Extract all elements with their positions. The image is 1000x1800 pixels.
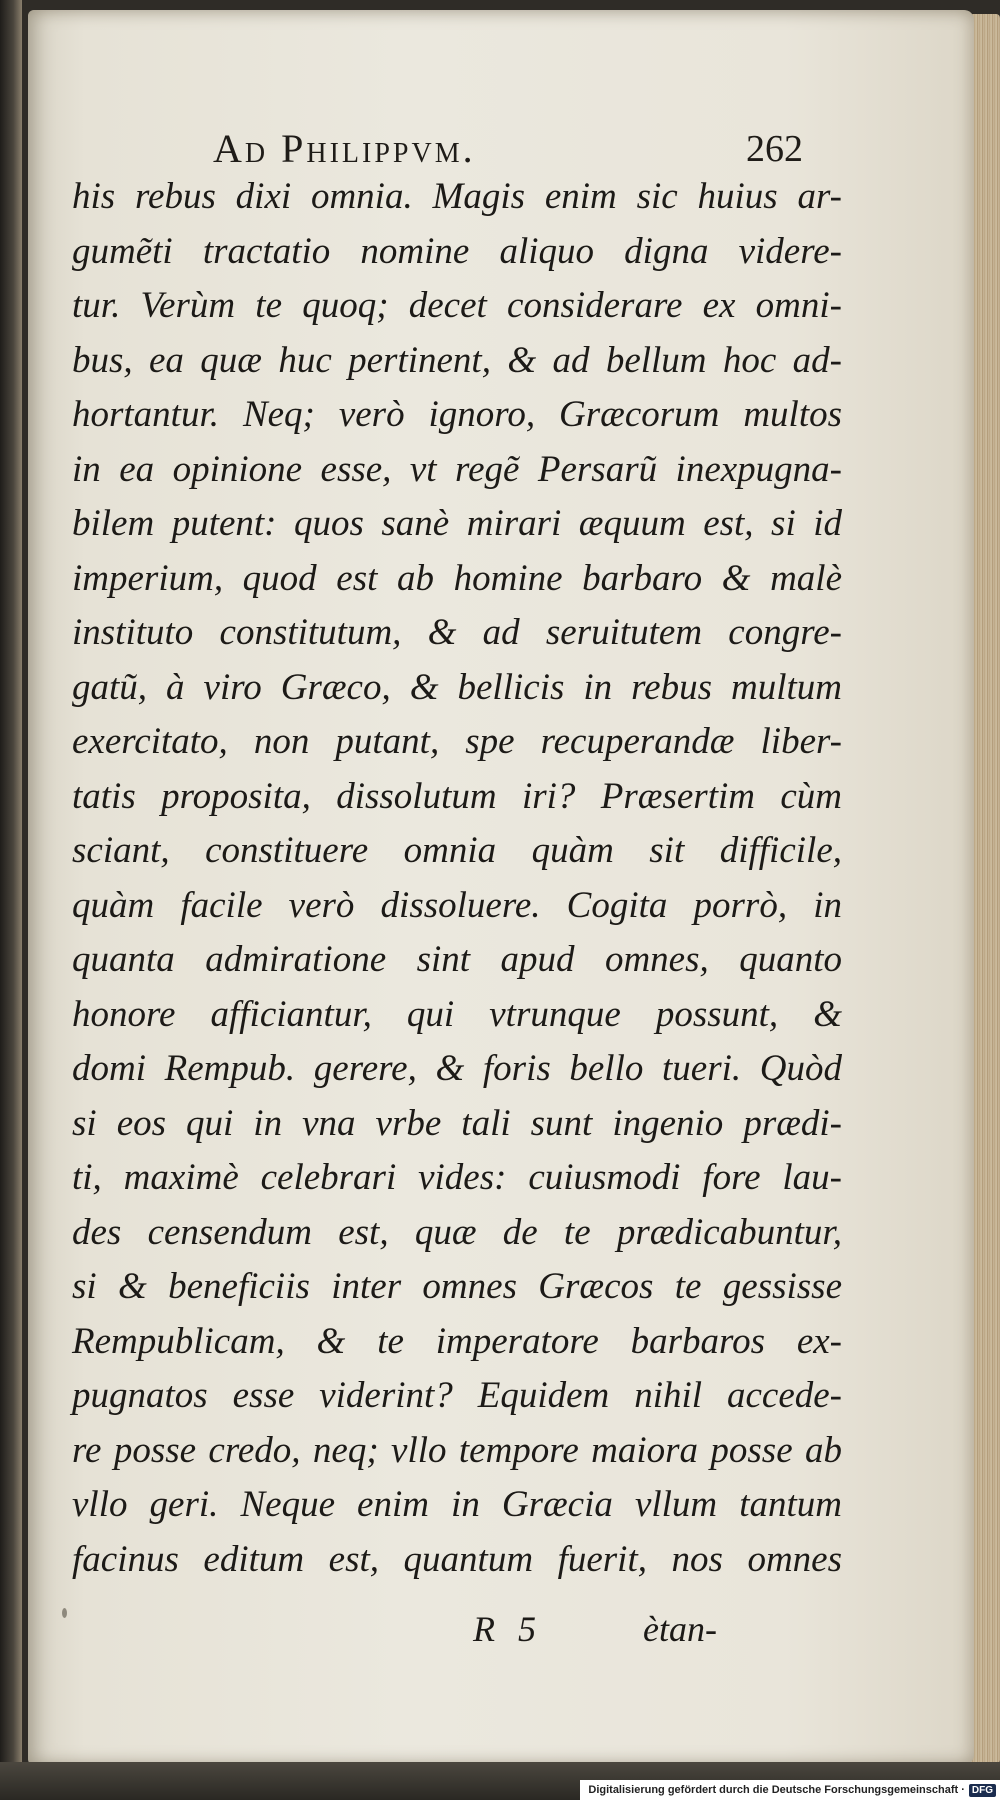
digitization-credit	[580, 1780, 1000, 1800]
running-title: Ad Philippvm.	[213, 126, 476, 171]
text-line: ti, maximè celebrari vides: cuiusmodi fore lau-	[72, 1157, 842, 1198]
text-line: imperium, quod est ab homine barbaro & malè	[72, 557, 842, 599]
text-line: hortantur. Neq; verò ignoro, Græcorum multos	[72, 394, 842, 435]
text-line: gumẽti tractatio nomine aliquo digna videre-	[72, 230, 842, 272]
body-text	[72, 170, 842, 1587]
text-line: his rebus dixi omnia. Magis enim sic huius ar-	[72, 176, 842, 217]
text-line: tatis proposita, dissolutum iri? Præsertim cùm	[72, 775, 842, 817]
text-line: si eos qui in vna vrbe tali sunt ingenio prædi-	[72, 1102, 842, 1144]
text-line: des censendum est, quæ de te prædicabuntur,	[72, 1211, 842, 1253]
text-line: in ea opinione esse, vt regẽ Persarũ inexpugna-	[72, 448, 842, 490]
text-line: si & beneficiis inter omnes Græcos te gessisse	[72, 1266, 842, 1307]
text-line: sciant, constituere omnia quàm sit difficile,	[72, 830, 842, 871]
signature-mark: R 5	[473, 1609, 536, 1649]
text-line: re posse credo, neq; vllo tempore maiora posse ab	[72, 1429, 842, 1471]
credit-text: Digitalisierung gefördert durch die Deutsche Forschungsgemeinschaft ·	[588, 1784, 965, 1796]
ink-speck	[62, 1608, 67, 1618]
dfg-logo-icon: DFG	[969, 1784, 996, 1797]
text-line: gatũ, à viro Græco, & bellicis in rebus multum	[72, 666, 842, 708]
text-line: exercitato, non putant, spe recuperandæ liber-	[72, 721, 842, 762]
text-line: quanta admiratione sint apud omnes, quanto	[72, 939, 842, 980]
text-line: facinus editum est, quantum fuerit, nos omnes	[72, 1538, 842, 1580]
text-line: pugnatos esse viderint? Equidem nihil accede-	[72, 1375, 842, 1416]
catchword: ètan-	[643, 1609, 717, 1649]
text-line: vllo geri. Neque enim in Græcia vllum tantum	[72, 1484, 842, 1525]
text-line: bus, ea quæ huc pertinent, & ad bellum hoc ad-	[72, 339, 842, 381]
page-header	[28, 115, 974, 175]
text-line: domi Rempub. gerere, & foris bello tueri. Quòd	[72, 1048, 842, 1089]
page-footer	[28, 1608, 974, 1658]
book-binding	[0, 0, 22, 1800]
text-line: bilem putent: quos sanè mirari æquum est, si id	[72, 503, 842, 544]
text-line: Rempublicam, & te imperatore barbaros ex-	[72, 1320, 842, 1362]
text-line: quàm facile verò dissoluere. Cogita porrò, in	[72, 884, 842, 926]
text-line: instituto constitutum, & ad seruitutem congre-	[72, 612, 842, 653]
text-line: honore afficiantur, qui vtrunque possunt, &	[72, 993, 842, 1035]
book-page	[28, 10, 974, 1765]
page-number: 262	[746, 128, 803, 170]
text-line: tur. Verùm te quoq; decet considerare ex omni-	[72, 285, 842, 326]
